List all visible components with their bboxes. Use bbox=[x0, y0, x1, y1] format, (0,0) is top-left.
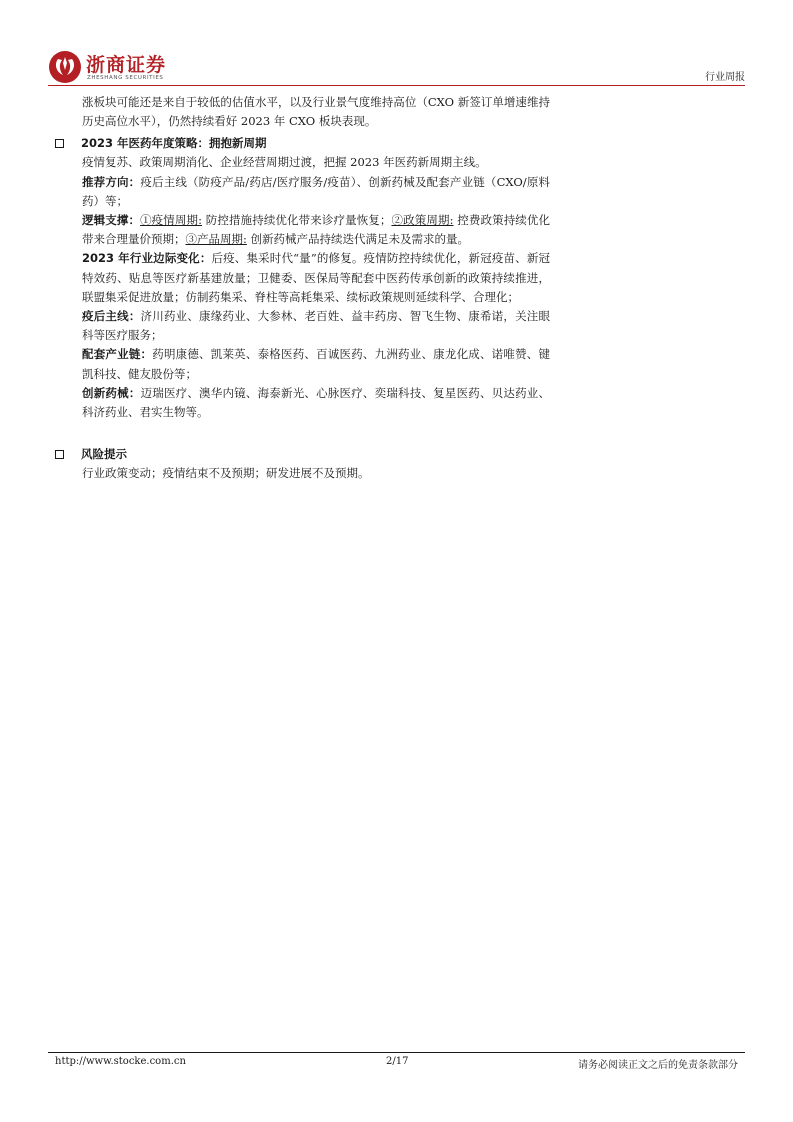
page-header bbox=[48, 44, 745, 86]
post-epidemic-picks bbox=[55, 307, 550, 345]
paragraph-text: 后疫、集采时代“量”的修复。疫情防控持续优化，新冠疫苗、新冠特效药、贴息等医疗新基建放量；卫健委、医保局等配套中医药传承创新的政策持续推进，联盟集采促进放量；仿制药集采、脊柱等高耗集采、续标政策规则延续科学、合理化； bbox=[82, 251, 550, 304]
risk-text: 行业政策变动；疫情结束不及预期；研发进展不及预期。 bbox=[82, 466, 370, 481]
spacer bbox=[55, 422, 550, 442]
footer-disclaimer: 请务必阅读正文之后的免责条款部分 bbox=[578, 1060, 738, 1071]
footer-divider bbox=[48, 1052, 745, 1053]
paragraph-label: 配套产业链： bbox=[82, 347, 153, 362]
zheshang-logo-icon bbox=[48, 50, 82, 84]
cycle-label: ①疫情周期: bbox=[140, 213, 202, 228]
supply-chain-picks bbox=[55, 345, 550, 383]
paragraph-label: 2023 年行业边际变化： bbox=[82, 251, 212, 266]
innovative-drugs-picks bbox=[55, 384, 550, 422]
paragraph-label: 推荐方向： bbox=[82, 174, 141, 189]
page-number: 2/17 bbox=[386, 1056, 409, 1067]
strategy-summary: 疫情复苏、政策周期消化、企业经营周期过渡，把握 2023 年医药新周期主线。 bbox=[82, 155, 487, 170]
marginal-changes bbox=[55, 249, 550, 307]
paragraph-text: 疫后主线（防疫产品/药店/医疗服务/疫苗）、创新药械及配套产业链（CXO/原料药）等； bbox=[82, 174, 550, 208]
report-type-label: 行业周报 bbox=[705, 72, 745, 83]
paragraph-text: 济川药业、康缘药业、大参林、老百姓、益丰药房、智飞生物、康希诺，关注眼科等医疗服务； bbox=[82, 309, 551, 343]
paragraph-text: 防控措施持续优化带来诊疗量恢复； bbox=[202, 213, 392, 228]
section-risk-heading bbox=[55, 444, 550, 464]
footer-url-link[interactable]: http://www.stocke.com.cn bbox=[55, 1056, 186, 1067]
recommended-direction bbox=[55, 173, 550, 211]
checkbox-bullet-icon bbox=[55, 139, 64, 148]
section-strategy-heading bbox=[55, 133, 550, 153]
section-title: 风险提示 bbox=[81, 447, 127, 462]
paragraph-text: 创新药械产品持续迭代满足未及需求的量。 bbox=[246, 232, 470, 247]
logic-support bbox=[55, 211, 550, 249]
paragraph-text: 控费政策持续优化带来合理量价预期； bbox=[82, 213, 551, 247]
header-divider bbox=[48, 85, 745, 86]
cycle-label: ②政策周期: bbox=[391, 213, 454, 228]
paragraph-text: 迈瑞医疗、澳华内镜、海泰新光、心脉医疗、奕瑞科技、复星医药、贝达药业、科济药业、君实生物等。 bbox=[82, 385, 551, 420]
logo-wordmark: 浙商证券 bbox=[86, 54, 167, 76]
paragraph-label: 逻辑支撑： bbox=[82, 213, 141, 228]
paragraph-label: 疫后主线： bbox=[82, 309, 141, 324]
intro-paragraph: 涨板块可能还是来自于较低的估值水平，以及行业景气度维持高位（CXO 新签订单增速维持历史高位水平），仍然持续看好 2023 年 CXO 板块表现。 bbox=[82, 95, 550, 129]
cycle-label: ③产品周期: bbox=[185, 232, 247, 247]
section-title: 2023 年医药年度策略：拥抱新周期 bbox=[81, 136, 267, 151]
checkbox-bullet-icon bbox=[55, 450, 64, 459]
paragraph-label: 创新药械： bbox=[82, 385, 141, 400]
paragraph-text: 药明康德、凯莱英、泰格医药、百诚医药、九洲药业、康龙化成、诺唯赞、键凯科技、健友股份等； bbox=[82, 347, 550, 381]
report-body bbox=[55, 93, 550, 483]
logo-english: ZHESHANG SECURITIES bbox=[87, 75, 164, 81]
